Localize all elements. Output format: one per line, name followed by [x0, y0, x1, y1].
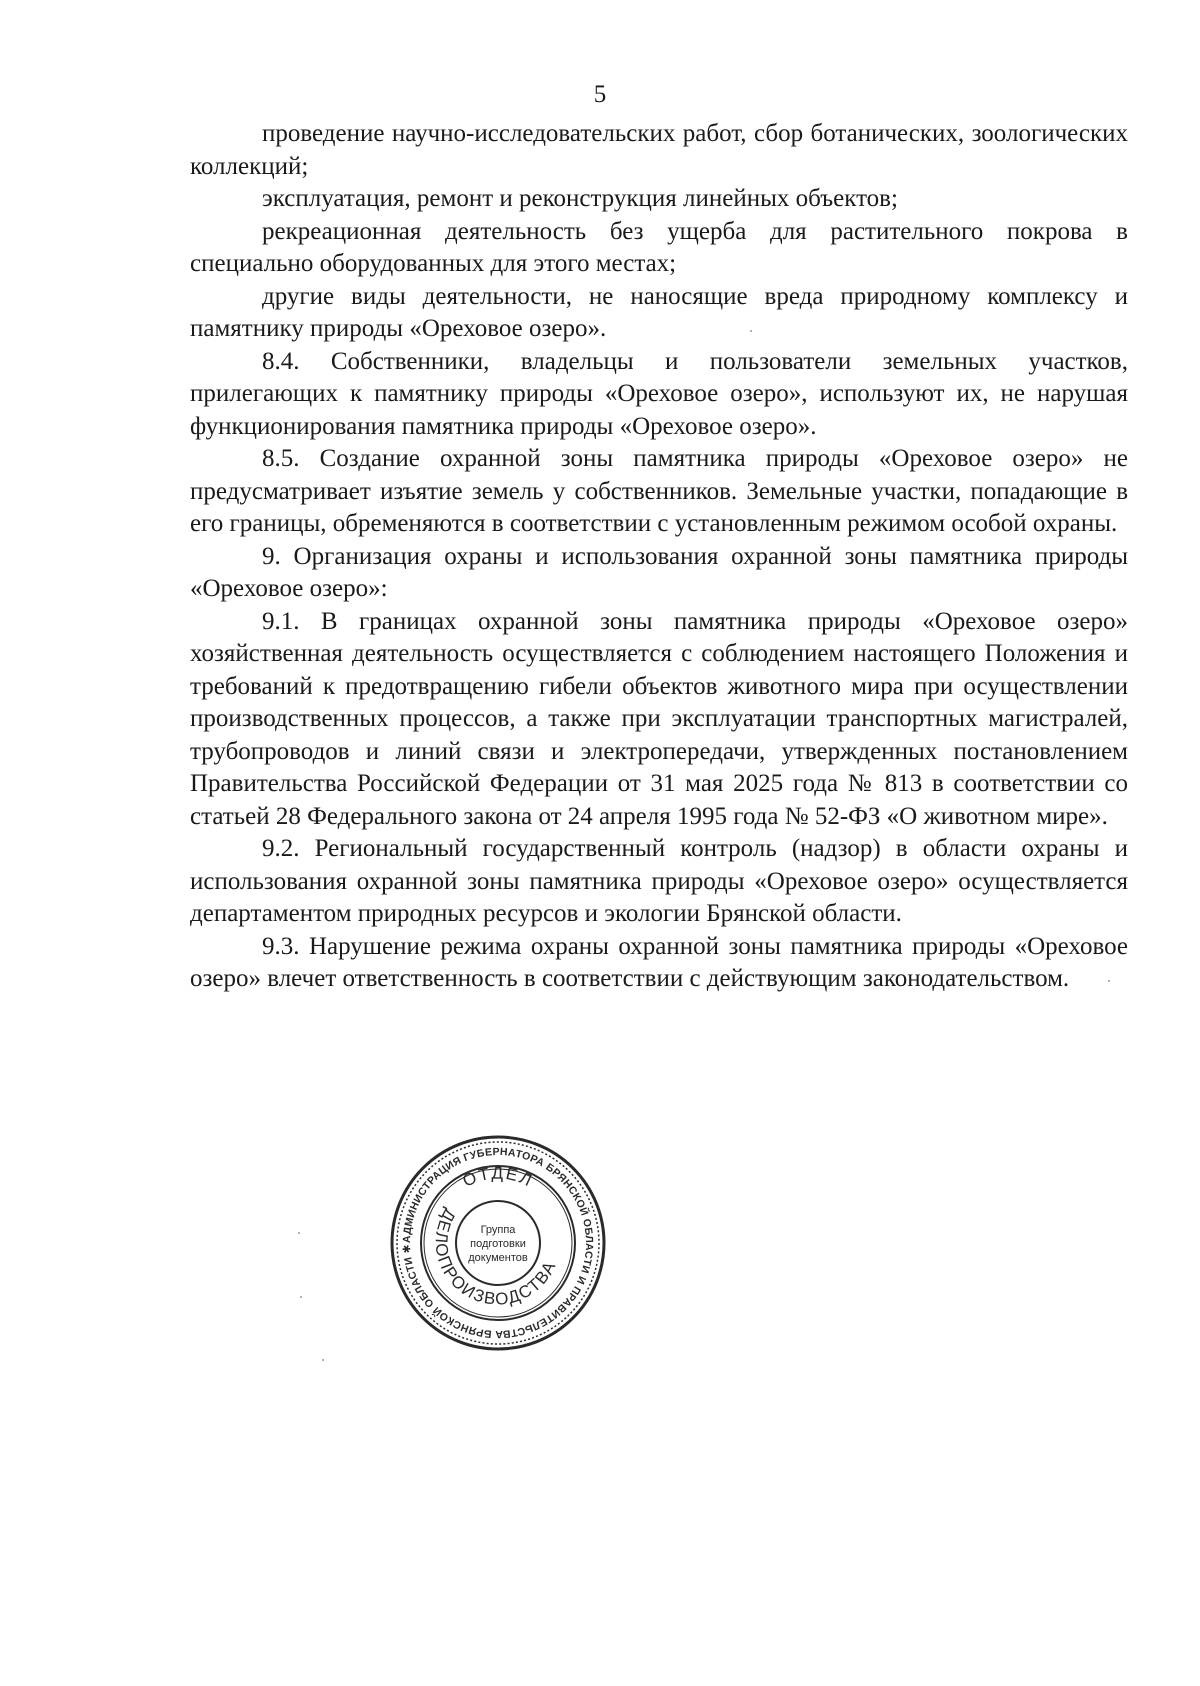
paragraph-research: проведение научно-исследовательских работ, сбор ботанических, зоологических коллекций;: [190, 120, 1128, 180]
paragraph-8-5: 8.5. Создание охранной зоны памятника природы «Ореховое озеро» не предусматривает изъятие земель у собственников. Земельные участки, попадающие в его границы, обременяются в соответствии с установленным режимом особой охраны.: [190, 445, 1128, 537]
seal-center-line-2: подготовки: [470, 1238, 526, 1250]
scan-speck: [750, 330, 752, 332]
scan-speck: [1108, 980, 1110, 982]
paragraph-other-activities: другие виды деятельности, не наносящие вреда природному комплексу и памятнику природы «Ореховое озеро».: [190, 282, 1128, 342]
seal-center-line-1: Группа: [480, 1224, 516, 1236]
seal-top-word: ОТДЕЛ: [459, 1163, 537, 1191]
seal-outer-text: АДМИНИСТРАЦИЯ ГУБЕРНАТОРА БРЯНСКОЙ ОБЛАСТИ И ПРАВИТЕЛЬСТВА БРЯНСКОЙ ОБЛАСТИ ✱: [400, 1145, 596, 1341]
paragraph-8-4: 8.4. Собственники, владельцы и пользователи земельных участков, прилегающих к памятнику природы «Ореховое озеро», используют их, не нарушая функционирования памятника природы «Ореховое озеро».: [190, 347, 1128, 440]
scan-speck: [322, 1359, 324, 1361]
paragraph-9-1: 9.1. В границах охранной зоны памятника природы «Ореховое озеро» хозяйственная деятельность осуществляется с соблюдением настоящего Положения и требований к предотвращению гибели объектов животного мира при осуществлении производственных процессов, а также при эксплуатации транспортных магистралей, трубопроводов и линий связи и электропередачи, утвержденных постановлением Правительства Российской Федерации от 31 мая 2025 года № 813 в соответствии со статьей 28 Федерального закона от 24 апреля 1995 года № 52-ФЗ «О животном мире».: [190, 607, 1128, 830]
scan-speck: [300, 1296, 302, 1298]
paragraph-9-3: 9.3. Нарушение режима охраны охранной зоны памятника природы «Ореховое озеро» влечет ответственность в соответствии с действующим законодательством.: [190, 932, 1128, 992]
seal-center-line-3: документов: [468, 1252, 528, 1264]
paragraph-linear-objects: эксплуатация, ремонт и реконструкция линейных объектов;: [262, 185, 898, 212]
paragraph-9-2: 9.2. Региональный государственный контроль (надзор) в области охраны и использования охранной зоны памятника природы «Ореховое озеро» осуществляется департаментом природных ресурсов и экологии Брянской области.: [190, 835, 1128, 927]
paragraph-recreation: рекреационная деятельность без ущерба для растительного покрова в специально оборудованных для этого местах;: [190, 217, 1128, 277]
page-number: 5: [593, 81, 607, 108]
document-body: [190, 118, 1128, 996]
official-seal: [388, 1133, 608, 1353]
scan-speck: [298, 1232, 300, 1234]
paragraph-9: 9. Организация охраны и использования охранной зоны памятника природы «Ореховое озеро»:: [190, 542, 1128, 602]
seal-ring-words: ДЕЛОПРОИЗВОДСТВА: [431, 1205, 560, 1309]
seal-graphic: [388, 1133, 608, 1353]
